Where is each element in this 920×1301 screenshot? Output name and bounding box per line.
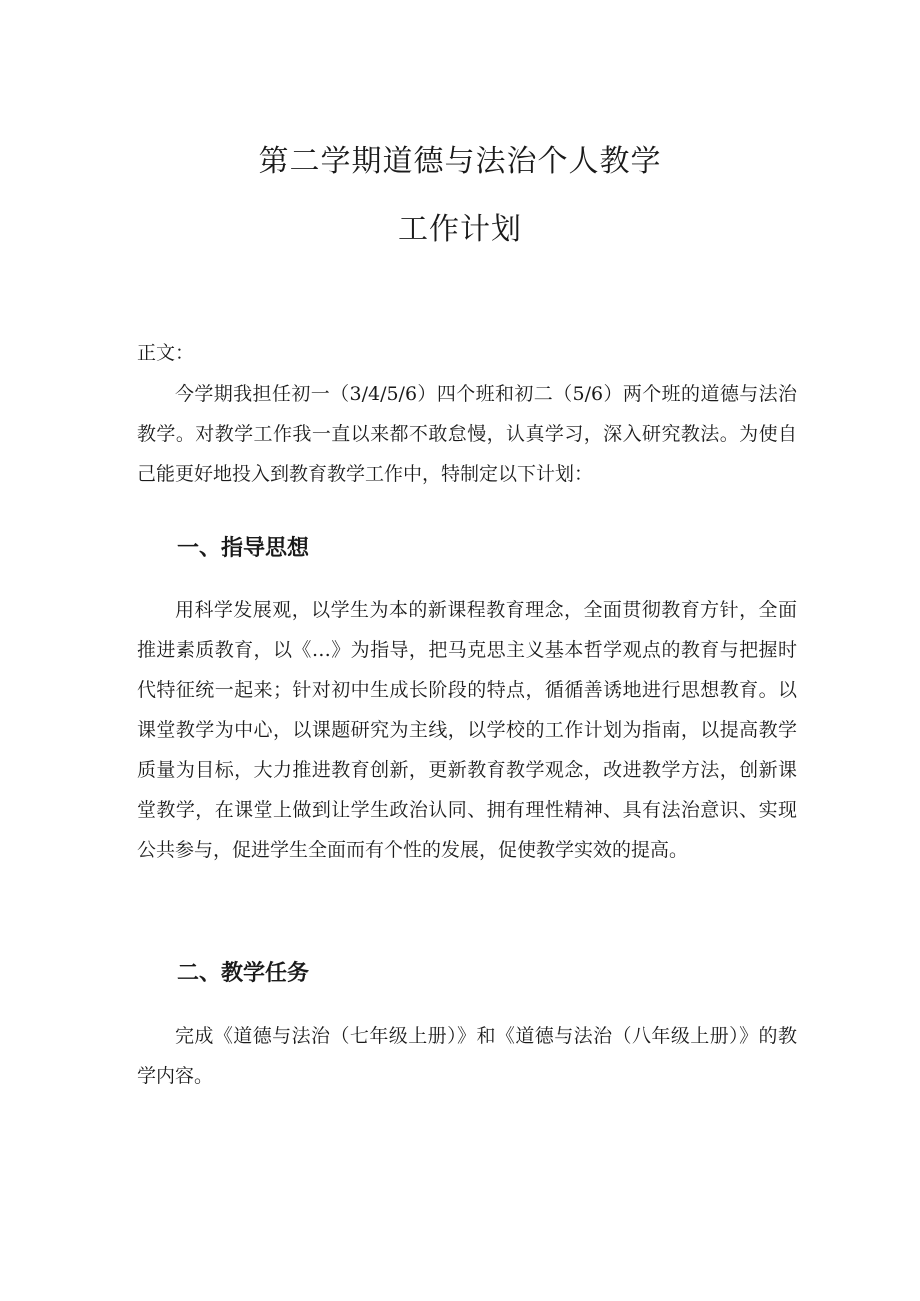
document-title-line-1: 第二学期道德与法治个人教学	[258, 144, 662, 179]
section-paragraph-teaching-tasks: 完成《道德与法治（七年级上册）》和《道德与法治（八年级上册）》的教学内容。	[137, 1025, 797, 1087]
section-paragraph-guiding-principle: 用科学发展观，以学生为本的新课程教育理念，全面贯彻教育方针，全面推进素质教育，以《…》为指导，把马克思主义基本哲学观点的教育与把握时代特征统一起来；针对初中生成长阶段的特点，循循善诱地进行思想教育。以课堂教学为中心，以课题研究为主线，以学校的工作计划为指南，以提高教学质量为目标，大力推进教育创新，更新教育教学观念，改进教学方法，创新课堂教学，在课堂上做到让学生政治认同、拥有理性精神、具有法治意识、实现公共参与，促进学生全面而有个性的发展，促使教学实效的提高。	[137, 599, 797, 861]
section-heading-guiding-principle: 一、指导思想	[177, 536, 310, 561]
intro-paragraph: 今学期我担任初一（3/4/5/6）四个班和初二（5/6）两个班的道德与法治教学。对教学工作我一直以来都不敢怠慢，认真学习，深入研究教法。为使自己能更好地投入到教育教学工作中，特制定以下计划：	[137, 383, 797, 485]
document-title-line-2: 工作计划	[398, 212, 522, 247]
body-label: 正文：	[137, 342, 195, 364]
section-heading-teaching-tasks: 二、教学任务	[177, 961, 310, 986]
